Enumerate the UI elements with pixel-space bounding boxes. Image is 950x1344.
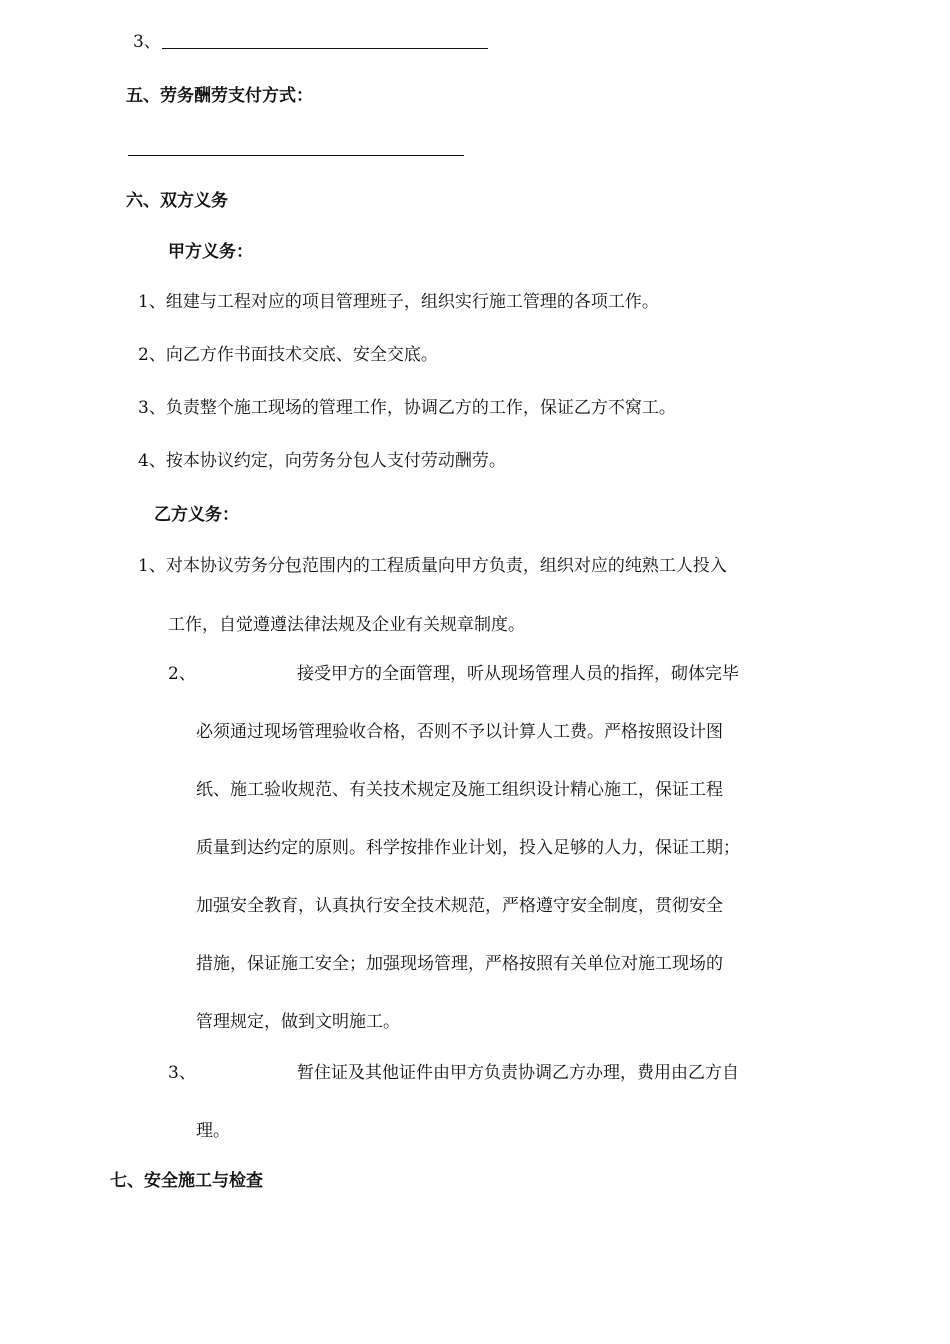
party-b-item-2-line-5: 加强安全教育，认真执行安全技术规范，严格遵守安全制度，贯彻安全 xyxy=(196,896,723,916)
section-5-title: 五、劳务酬劳支付方式： xyxy=(126,86,313,106)
party-a-item-4: 4、按本协议约定，向劳务分包人支付劳动酬劳。 xyxy=(138,451,506,471)
blank-line-item-3 xyxy=(162,48,488,49)
section-7-title: 七、安全施工与检查 xyxy=(110,1171,263,1191)
section-6-title: 六、双方义务 xyxy=(126,191,228,211)
party-a-item-1: 1、组建与工程对应的项目管理班子，组织实行施工管理的各项工作。 xyxy=(138,292,659,312)
blank-line-payment-method xyxy=(128,155,464,156)
party-b-item-2-number: 2、 xyxy=(168,664,196,684)
party-b-heading: 乙方义务： xyxy=(154,505,239,525)
party-b-item-1-line-2: 工作，自觉遵遵法律法规及企业有关规章制度。 xyxy=(168,615,525,635)
party-b-item-3-line-1: 暂住证及其他证件由甲方负责协调乙方办理，费用由乙方自 xyxy=(297,1063,739,1083)
party-b-item-2-line-3: 纸、施工验收规范、有关技术规定及施工组织设计精心施工，保证工程 xyxy=(196,780,723,800)
party-a-item-3: 3、负责整个施工现场的管理工作，协调乙方的工作，保证乙方不窝工。 xyxy=(138,398,676,418)
party-b-item-2-line-7: 管理规定，做到文明施工。 xyxy=(196,1012,400,1032)
party-b-item-3-number: 3、 xyxy=(168,1063,196,1083)
party-b-item-2-line-2: 必须通过现场管理验收合格，否则不予以计算人工费。严格按照设计图 xyxy=(196,722,723,742)
party-b-item-3-line-2: 理。 xyxy=(196,1121,230,1141)
party-b-item-2-line-6: 措施，保证施工安全；加强现场管理，严格按照有关单位对施工现场的 xyxy=(196,954,723,974)
party-b-item-2-line-1: 接受甲方的全面管理，听从现场管理人员的指挥，砌体完毕 xyxy=(297,664,739,684)
party-b-item-2-line-4: 质量到达约定的原则。科学按排作业计划，投入足够的人力，保证工期； xyxy=(196,838,740,858)
party-b-item-1-line-1: 1、对本协议劳务分包范围内的工程质量向甲方负责，组织对应的纯熟工人投入 xyxy=(138,556,727,576)
party-a-item-2: 2、向乙方作书面技术交底、安全交底。 xyxy=(138,345,438,365)
party-a-heading: 甲方义务： xyxy=(168,242,253,262)
item-3-prefix: 3、 xyxy=(133,32,161,52)
